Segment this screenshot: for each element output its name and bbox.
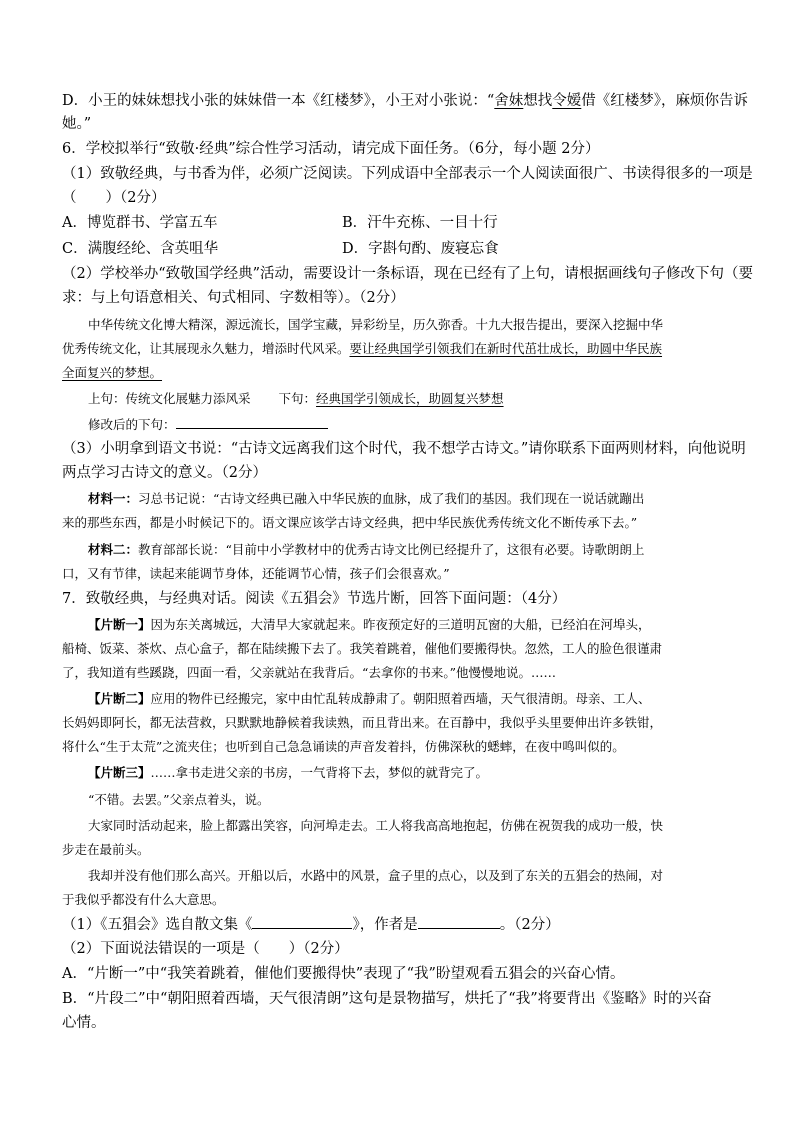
q6-3-material1-line1: 材料一：习总书记说：“古诗文经典已融入中华民族的血脉，成了我们的基因。我们现在一说话就蹦出 <box>88 491 645 506</box>
q6-2-passage-line1: 中华传统文化博大精深，源远流长，国学宝藏，异彩纷呈，历久弥香。十九大报告提出，要深入挖掘中华 <box>88 317 664 332</box>
q6-2-question-line2: 求：与上句语意相关、句式相同、字数相等）。（2分） <box>62 290 405 306</box>
q6-2-slogan-row <box>88 388 760 410</box>
q6-1-options-row1 <box>62 212 760 234</box>
q6-1-option-a: A．博览群书、学富五车 <box>62 215 218 231</box>
q7-header: 7．致敬经典，与经典对话。阅读《五猖会》节选片断，回答下面问题：（4分） <box>62 591 567 607</box>
q6-2-modified-row <box>88 414 760 436</box>
q7-2-option-b-line1: B．“片段二”中“朝阳照着西墙，天气很清朗”这句是景物描写，烘托了“我”将要背出《鉴略》时的兴奋 <box>62 991 712 1007</box>
q6-3-material2-line1: 材料二：教育部部长说：“目前中小学教材中的优秀古诗文比例已经提升了，这很有必要。诗歌朗朗上 <box>88 542 645 557</box>
q6-2-underlined-sentence: 要让经典国学引领我们在新时代茁壮成长，助圆中华民族 <box>349 341 663 356</box>
q7-fragment2-line2: 长妈妈即阿长，都无法营救，只默默地静候着我读熟，而且背出来。在百静中，我似乎头里要伸出许多铁钳， <box>62 715 663 730</box>
q6-2-lower-sentence: 经典国学引领成长，助圆复兴梦想 <box>316 391 504 406</box>
q6-3-question-line2: 两点学习古诗文的意义。（2分） <box>62 465 267 481</box>
q6-2-lower-label: 下句： <box>278 391 317 406</box>
q7-fragment1-line3: 了，我知道有些蹊跷，四面一看，父亲就站在我背后。“去拿你的书来。”他慢慢地说。…… <box>62 665 557 680</box>
q6-2-answer-blank[interactable] <box>176 414 328 429</box>
q6-2-modified-label: 修改后的下句： <box>88 417 176 432</box>
q7-1-author-blank[interactable] <box>418 914 500 929</box>
q7-2-option-a: A．“片断一”中“我笑着跳着，催他们要搬得快”表现了“我”盼望观看五猖会的兴奋心情。 <box>62 966 625 982</box>
q6-3-material1-line2: 来的那些东西，都是小时候记下的。语文课应该学古诗文经典，把中华民族优秀传统文化不断传承下去。” <box>62 515 638 530</box>
q5-option-d-line1: D．小王的妹妹想找小张的妹妹借一本《红楼梦》，小王对小张说：“舍妹想找令嫒借《红楼梦》，麻烦你告诉 <box>62 93 749 109</box>
q7-1-question: （1）《五猖会》选自散文集《 》，作者是 。（2分） <box>62 914 760 936</box>
q5-option-d-line2: 她。” <box>62 116 92 132</box>
q6-2-question-line1: （2）学校举办“致敬国学经典”活动，需要设计一条标语，现在已经有了上句，请根据画线句子修改下句（要 <box>62 266 754 282</box>
q6-2-passage-line2: 优秀传统文化，让其展现永久魅力，增添时代风采。要让经典国学引领我们在新时代茁壮成长，助圆中华民族 <box>62 341 663 356</box>
q6-header: 6．学校拟举行“致敬·经典”综合性学习活动，请完成下面任务。（6分，每小题 2分） <box>62 141 600 157</box>
q6-1-option-b: B．汗牛充栋、一目十行 <box>342 215 498 231</box>
q5-underlined-word-1: 舍妹 <box>494 93 524 109</box>
q7-fragment3-line2: “不错。去罢。”父亲点着头，说。 <box>88 792 270 807</box>
q6-2-passage-line3: 全面复兴的梦想。 <box>62 365 163 380</box>
q6-1-option-c: C．满腹经纶、含英咀华 <box>62 241 219 257</box>
q7-fragment2-line1: 【片断二】应用的物件已经搬完，家中由忙乱转成静肃了。朝阳照着西墙，天气很清朗。母亲、工人、 <box>88 691 651 706</box>
q7-2-option-b-line2: 心情。 <box>62 1015 106 1031</box>
q7-1-collection-blank[interactable] <box>252 914 352 929</box>
q7-2-question: （2）下面说法错误的一项是（ ）（2分） <box>62 941 349 957</box>
q7-fragment3-line1: 【片断三】……拿书走进父亲的书房，一气背将下去，梦似的就背完了。 <box>88 765 489 780</box>
q7-fragment3-line5: 我却并没有他们那么高兴。开船以后，水路中的风景，盒子里的点心，以及到了东关的五猖会的热闹，对 <box>88 868 664 883</box>
q7-fragment3-line4: 步走在最前头。 <box>62 842 150 857</box>
q7-fragment2-line3: 将什么“生于太荒”之流夹住；也听到自己急急诵读的声音发着抖，仿佛深秋的蟋蟀，在夜中鸣叫似的。 <box>62 739 625 754</box>
q6-3-question-line1: （3）小明拿到语文书说：“古诗文远离我们这个时代，我不想学古诗文。”请你联系下面两则材料，向他说明 <box>62 441 746 457</box>
q5-underlined-word-2: 令嫒 <box>552 93 582 109</box>
q6-1-options-row2 <box>62 238 760 260</box>
q6-1-question-line1: （1）致敬经典，与书香为伴，必须广泛阅读。下列成语中全部表示一个人阅读面很广、书读得很多的一项是 <box>62 166 753 182</box>
q6-3-material2-line2: 口，又有节律，读起来能调节身体，还能调节心情，孩子们会很喜欢。” <box>62 566 450 581</box>
q6-1-option-d: D．字斟句酌、废寝忘食 <box>342 241 499 257</box>
q7-fragment3-line3: 大家同时活动起来，脸上都露出笑容，向河埠走去。工人将我高高地抱起，仿佛在祝贺我的成功一般，快 <box>88 818 664 833</box>
q6-2-upper-sentence: 上句：传统文化展魅力添风采 <box>88 391 251 406</box>
q6-1-question-line2: （ ）（2分） <box>62 190 166 206</box>
q7-fragment1-line2: 船椅、饭菜、茶炊、点心盒子，都在陆续搬下去了。我笑着跳着，催他们要搬得快。忽然，工人的脸色很谨肃 <box>62 641 663 656</box>
q7-fragment3-line6: 于我似乎都没有什么大意思。 <box>62 892 225 907</box>
q7-fragment1-line1: 【片断一】因为东关离城远，大清早大家就起来。昨夜预定好的三道明瓦窗的大船，已经泊在河埠头， <box>88 617 651 632</box>
